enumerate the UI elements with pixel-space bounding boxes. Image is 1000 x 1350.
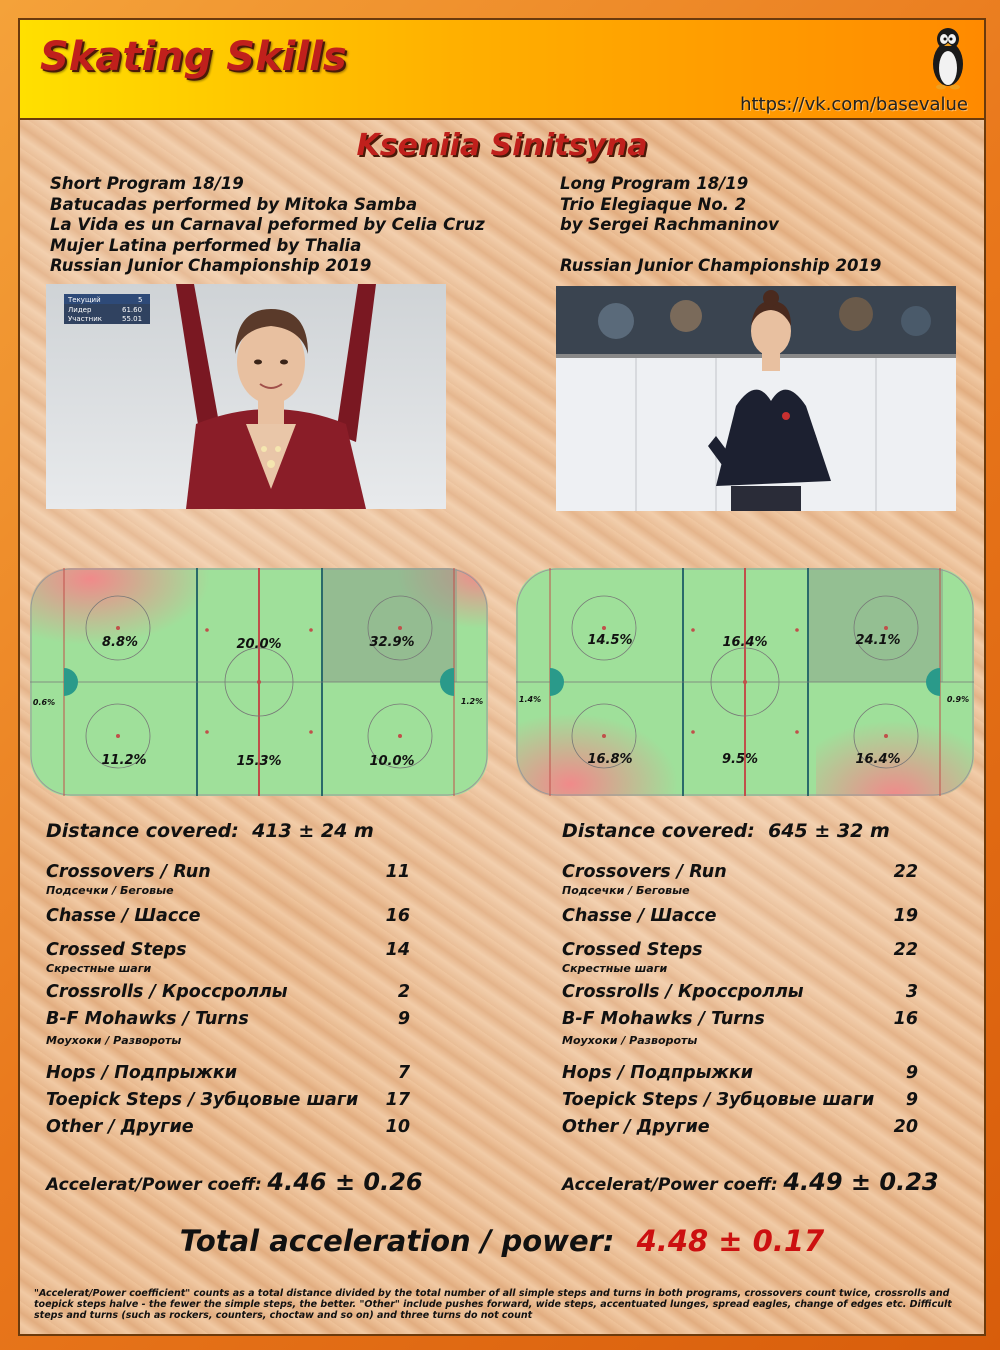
skill-sub-label: Скрестные шаги [46,962,152,975]
poster-frame [18,18,986,1336]
short-program-photo [46,284,446,509]
distance-value: 645 ± 32 m [768,820,890,842]
rink-zone-label: 16.4% [722,635,768,650]
skill-count: 11 [385,862,410,882]
skill-label: B-F Mohawks / Turns [562,1009,765,1029]
rink-zone-label: 32.9% [369,635,415,650]
rink-zone-label: 16.4% [855,752,901,767]
rink-end-label: 0.6% [32,698,56,707]
skill-count: 19 [893,906,918,926]
total-label: Total acceleration / power: [179,1224,615,1258]
skill-sub-label: Моухоки / Развороты [46,1034,182,1047]
skill-count: 2 [397,982,410,1002]
skill-label: Crossed Steps [46,940,187,960]
overlay-value: 61.60 [122,306,143,314]
rink-zone-label: 11.2% [101,753,147,768]
skill-label: Chasse / Шассе [562,906,717,926]
skill-count: 9 [905,1063,918,1083]
skill-label: Toepick Steps / Зубцовые шаги [46,1090,359,1110]
long-program-distance [562,820,890,842]
header-banner [20,20,984,120]
skill-count: 16 [893,1009,918,1029]
short-program-line: Batucadas performed by Mitoka Samba [50,194,418,214]
skill-sub-label: Моухоки / Развороты [562,1034,698,1047]
skill-label: Crossrolls / Кроссроллы [562,982,804,1002]
skill-label: Crossovers / Run [562,862,727,882]
short-program-distance [46,820,374,842]
skill-count: 20 [893,1117,918,1137]
skill-label: Chasse / Шассе [46,906,201,926]
page-title: Skating Skills [40,34,347,80]
long-program-rink-map [516,568,974,796]
long-program-coeff [562,1168,939,1196]
short-program-line: La Vida es un Carnaval peformed by Celia Cruz [50,215,485,234]
skill-label: Crossed Steps [562,940,703,960]
overlay-value: 55.01 [122,315,143,323]
skill-label: Crossovers / Run [46,862,211,882]
skill-count: 14 [385,940,410,960]
long-program-line: Russian Junior Championship 2019 [560,256,882,275]
total-acceleration [20,1224,984,1258]
rink-end-label: 1.4% [518,695,542,704]
total-value: 4.48 ± 0.17 [636,1224,825,1258]
skill-label: B-F Mohawks / Turns [46,1009,249,1029]
skill-sub-label: Скрестные шаги [562,962,668,975]
short-program-line: Short Program 18/19 [50,174,244,193]
skill-count: 10 [385,1117,410,1137]
coeff-value: 4.49 ± 0.23 [783,1168,939,1196]
skill-label: Hops / Подпрыжки [562,1063,753,1083]
skill-label: Other / Другие [46,1117,194,1137]
short-program-info [50,174,485,277]
skill-count: 22 [893,862,918,882]
coeff-value: 4.46 ± 0.26 [267,1168,423,1196]
rink-zone-label: 20.0% [236,637,282,652]
short-program-line: Mujer Latina performed by Thalia [50,235,362,255]
skill-count: 16 [385,906,410,926]
short-program-line: Russian Junior Championship 2019 [50,256,372,275]
distance-label: Distance covered: [46,820,239,842]
footnote: "Accelerat/Power coefficient" counts as a total distance divided by the total number of all simple steps and turns in both programs, crossovers count twice, crossrolls and toepick steps halve - the fewer the simple steps, the better. "Other" include pushes forward, wide steps, accentuated lunges, spread eagles, change of edges etc. Difficult steps and turns (such as rockers, counters, choctaw and so on) and three turns do not count [34,1288,952,1321]
long-program-photo [556,286,956,511]
skill-label: Crossrolls / Кроссроллы [46,982,288,1002]
coeff-label: Accelerat/Power coeff [46,1175,255,1195]
distance-label: Distance covered: [562,820,755,842]
long-program-line: by Sergei Rachmaninov [560,215,779,234]
distance-value: 413 ± 24 m [252,820,374,842]
skill-count: 22 [893,940,918,960]
overlay-label: Текущий [68,296,101,304]
overlay-value: 5 [138,296,143,304]
athlete-name: Kseniia Sinitsyna [356,128,648,163]
skill-sub-label: Подсечки / Беговые [562,884,690,897]
coeff-label: Accelerat/Power coeff: [562,1175,778,1195]
skill-count: 17 [385,1090,410,1110]
rink-zone-label: 9.5% [721,752,759,767]
short-program-rink-map [30,568,488,796]
overlay-label: Участник [68,315,102,323]
rink-end-label: 1.2% [460,697,484,706]
skill-count: 3 [905,982,918,1002]
rink-zone-label: 16.8% [587,752,633,767]
rink-end-label: 0.9% [946,695,970,704]
coeff-separator: : [254,1175,262,1195]
skill-count: 9 [905,1090,918,1110]
skill-sub-label: Подсечки / Беговые [46,884,174,897]
long-program-line: Long Program 18/19 [560,174,749,193]
rink-zone-label: 24.1% [855,633,901,648]
skill-label: Hops / Подпрыжки [46,1063,237,1083]
short-program-coeff [46,1168,423,1196]
long-program-info [560,174,881,277]
skill-count: 9 [397,1009,410,1029]
rink-zone-label: 8.8% [101,635,139,650]
long-program-line [560,236,881,257]
penguin-icon [928,24,968,90]
source-url[interactable]: https://vk.com/basevalue [740,94,968,115]
rink-zone-label: 14.5% [587,633,633,648]
overlay-label: Лидер [68,306,92,314]
long-program-line: Trio Elegiaque No. 2 [560,194,747,214]
rink-zone-label: 10.0% [369,754,415,769]
skill-label: Other / Другие [562,1117,710,1137]
skill-count: 7 [397,1063,410,1083]
skill-label: Toepick Steps / Зубцовые шаги [562,1090,875,1110]
rink-zone-label: 15.3% [236,754,282,769]
